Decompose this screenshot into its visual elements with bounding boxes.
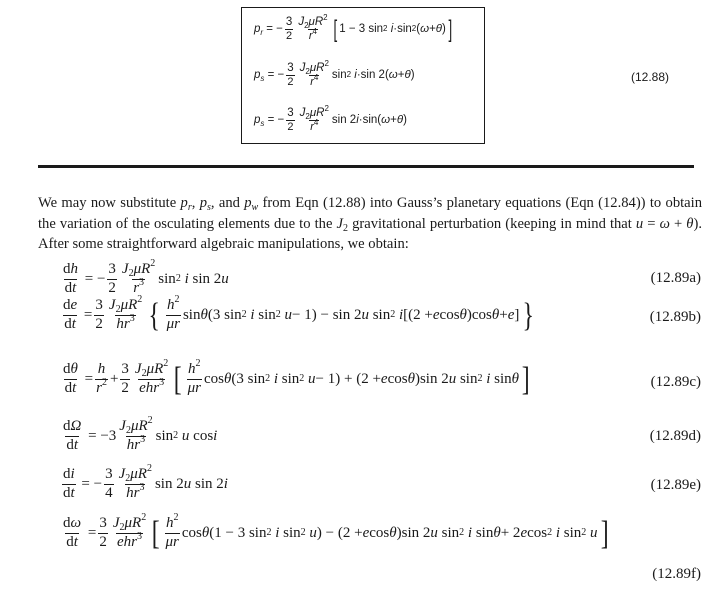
equation-domega-dt: $\frac{d\omega}{dt}$ = $\frac{3}{2}$ $\frac{J_2\mu R^2}{ehr^3}$ [ $\frac{h^2}{\mu r}$ cos θ (1 − 3 sin 2 i sin 2 u ) − (2 + e cos θ )sin 2 u sin 2 i sin θ + 2 e cos 2 i sin 2 u ] <box>63 512 609 552</box>
equation-number-12-89e: (12.89e) <box>650 477 701 493</box>
equation-di-dt: $\frac{di}{dt}$ = − $\frac{3}{4}$ $\frac{J_2\mu R^2}{hr^3}$ sin 2 u sin 2 i <box>63 463 228 501</box>
equation-number-12-89d: (12.89d) <box>649 428 701 444</box>
boxed-equations-12-88 <box>241 7 485 144</box>
equation-number-12-89a: (12.89a) <box>650 270 701 286</box>
equation-dh-dt: $\frac{dh}{dt}$ = − $\frac{3}{2}$ $\frac{J_2\mu R^2}{r^3}$ sin 2 i sin 2 u <box>63 258 229 296</box>
equation-number-12-89f: (12.89f) <box>652 566 701 582</box>
equation-number-12-89c: (12.89c) <box>650 374 701 390</box>
equation-ps-1: $p_s$ = − $\frac{3}{2}$ $\frac{J_2\mu R^2}{r^4}$ sin 2 i ·sin 2( ω + θ ) <box>254 59 415 89</box>
equation-dOmega-dt: $\frac{d\Omega}{dt}$ = −3 $\frac{J_2\mu R^2}{hr^3}$ sin 2 u cos i <box>63 415 218 453</box>
equation-number-12-89b: (12.89b) <box>649 309 701 325</box>
equation-dtheta-dt: $\frac{d\theta}{dt}$ = $\frac{h}{r^2}$ + $\frac{3}{2}$ $\frac{J_2\mu R^2}{ehr^3}$ [ $\frac{h^2}{\mu r}$ cos θ (3 sin 2 i sin 2 u − 1) + (2 + e cos θ )sin 2 u sin 2 i sin θ ] <box>63 358 530 398</box>
section-rule <box>38 165 694 168</box>
equation-number-12-88: (12.88) <box>630 70 669 84</box>
equation-pr: $p_r$ = − $\frac{3}{2}$ $\frac{J_2\mu R^2}{r^4}$ [ 1 − 3 sin 2 i ·sin 2 ( ω + θ ) ] <box>254 13 453 43</box>
equation-ps-2: $p_s$ = − $\frac{3}{2}$ $\frac{J_2\mu R^2}{r^4}$ sin 2 i ·sin( ω + θ ) <box>254 104 407 134</box>
equation-de-dt: $\frac{de}{dt}$ = $\frac{3}{2}$ $\frac{J_2\mu R^2}{hr^3}$ { $\frac{h^2}{\mu r}$ sin θ (3 sin 2 i sin 2 u − 1) − sin 2 u sin 2 i [(2 + e cos θ )cos θ + e ] } <box>63 294 535 334</box>
body-paragraph: We may now substitute $p_r$, $p_s$, and $p_w$ from Eqn (12.88) into Gauss’s planetary equations (Eqn (12.84)) to obtain the variation of the osculating elements due to the $J_2$ gravitational perturbation (keeping in mind that u = ω + θ). After some straightforward algebraic manipulations, we obtain: <box>38 195 702 252</box>
